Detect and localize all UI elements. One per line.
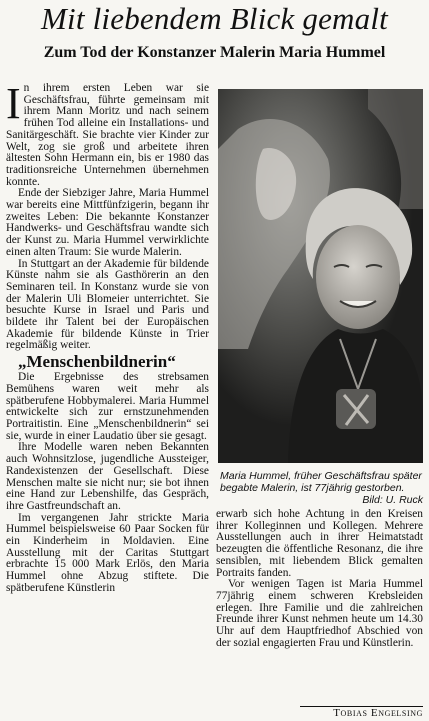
article-paragraph-1 <box>6 79 209 188</box>
drop-cap: I <box>6 79 21 128</box>
photo-credit: Bild: U. Ruck <box>362 494 423 506</box>
article-paragraph-5: Ihre Modelle waren neben Bekannten auch Wohnsitzlose, jugendliche Aussteiger, Randexistenzen der Gesellschaft. Diese Menschen malte sie nicht nur; sie bot ihnen eine Hand zur Lebenshilfe, das Gespräch, ihre Gastfreundschaft an. <box>6 441 209 512</box>
article-right-column <box>216 509 423 709</box>
portrait-photo <box>218 89 423 463</box>
article-paragraph-4: Die Ergebnisse des strebsamen Bemühens waren weit mehr als spätberufene Hobbymalerei. Maria Hummel entwickelte sich zur ernstzunehmenden Portraitistin. Eine „Menschenbildnerin“ sei sie, wurde in einer Laudatio über sie gesagt. <box>6 371 209 442</box>
paragraph-1-text: n ihrem ersten Leben war sie Geschäftsfrau, führte gemeinsam mit ihrem Mann Moritz und nach seinem frühen Tod alleine ein Installations- und Sanitärgeschäft. Sie brachte vier Kinder zur Welt, zog sie groß und arbeitete ihren ältesten Sohn Hermann ein, bis er 1980 das traditionsreiche Unternehmen übernehmen konnte. <box>6 82 209 188</box>
article-paragraph-3: In Stuttgart an der Akademie für bildende Künste nahm sie als Gasthörerin an den Seminaren teil. In Konstanz wurde sie von der Malerin Uli Blomeier unterrichtet. Sie besuchte Kurse in Israel und Paris und bildete ihr Talent bei der Europäischen Akademie für bildende Künste in Trier regelmäßig weiter. <box>6 257 209 352</box>
article-paragraph-2: Ende der Siebziger Jahre, Maria Hummel war bereits eine Mittfünfzigerin, begann ihr zweites Leben: Die bekannte Konstanzer Handwerks- und Geschäftsfrau wandte sich der Kunst zu. Maria Hummel verwirklichte einen alten Traum: Sie wurde Malerin. <box>6 187 209 258</box>
subheadline: Zum Tod der Konstanzer Malerin Maria Hummel <box>43 44 386 61</box>
article-left-column <box>6 79 209 720</box>
headline: Mit liebendem Blick gemalt <box>41 1 388 36</box>
caption-text: Maria Hummel, früher Geschäftsfrau später begabte Malerin, ist 77jährig gestorben. <box>220 470 422 494</box>
author-byline: Tobias Engelsing <box>300 706 423 721</box>
section-heading: „Menschenbildnerin“ <box>18 352 176 372</box>
portrait-photo-illustration <box>218 89 423 463</box>
article-paragraph-6: Im vergangenen Jahr strickte Maria Hummel beispielsweise 60 Paar Socken für ein Kinderheim in Moldavien. Eine Ausstellung mit der Caritas Stuttgart erbrachte 15 000 Mark Erlös, den Maria Hummel ohne Abzug stiftete. Die spätberufene Künstlerin <box>6 511 209 594</box>
article-paragraph-7: erwarb sich hohe Achtung in den Kreisen ihrer Kolleginnen und Kollegen. Mehrere Ausstellungen auch in ihrer Heimatstadt bezeugten die öffentliche Resonanz, die ihre sensiblen, mit liebendem Blick gemalten Portraits fanden. <box>216 508 423 579</box>
photo-caption <box>220 470 423 506</box>
article-paragraph-8: Vor wenigen Tagen ist Maria Hummel 77jährig einem schweren Krebsleiden erlegen. Ihre Familie und die zahlreichen Freunde ihrer Kunst nehmen heute um 14.30 Uhr auf dem Hauptfriedhof Abschied von der sozial engagierten Frau und Künstlerin. <box>216 578 423 649</box>
